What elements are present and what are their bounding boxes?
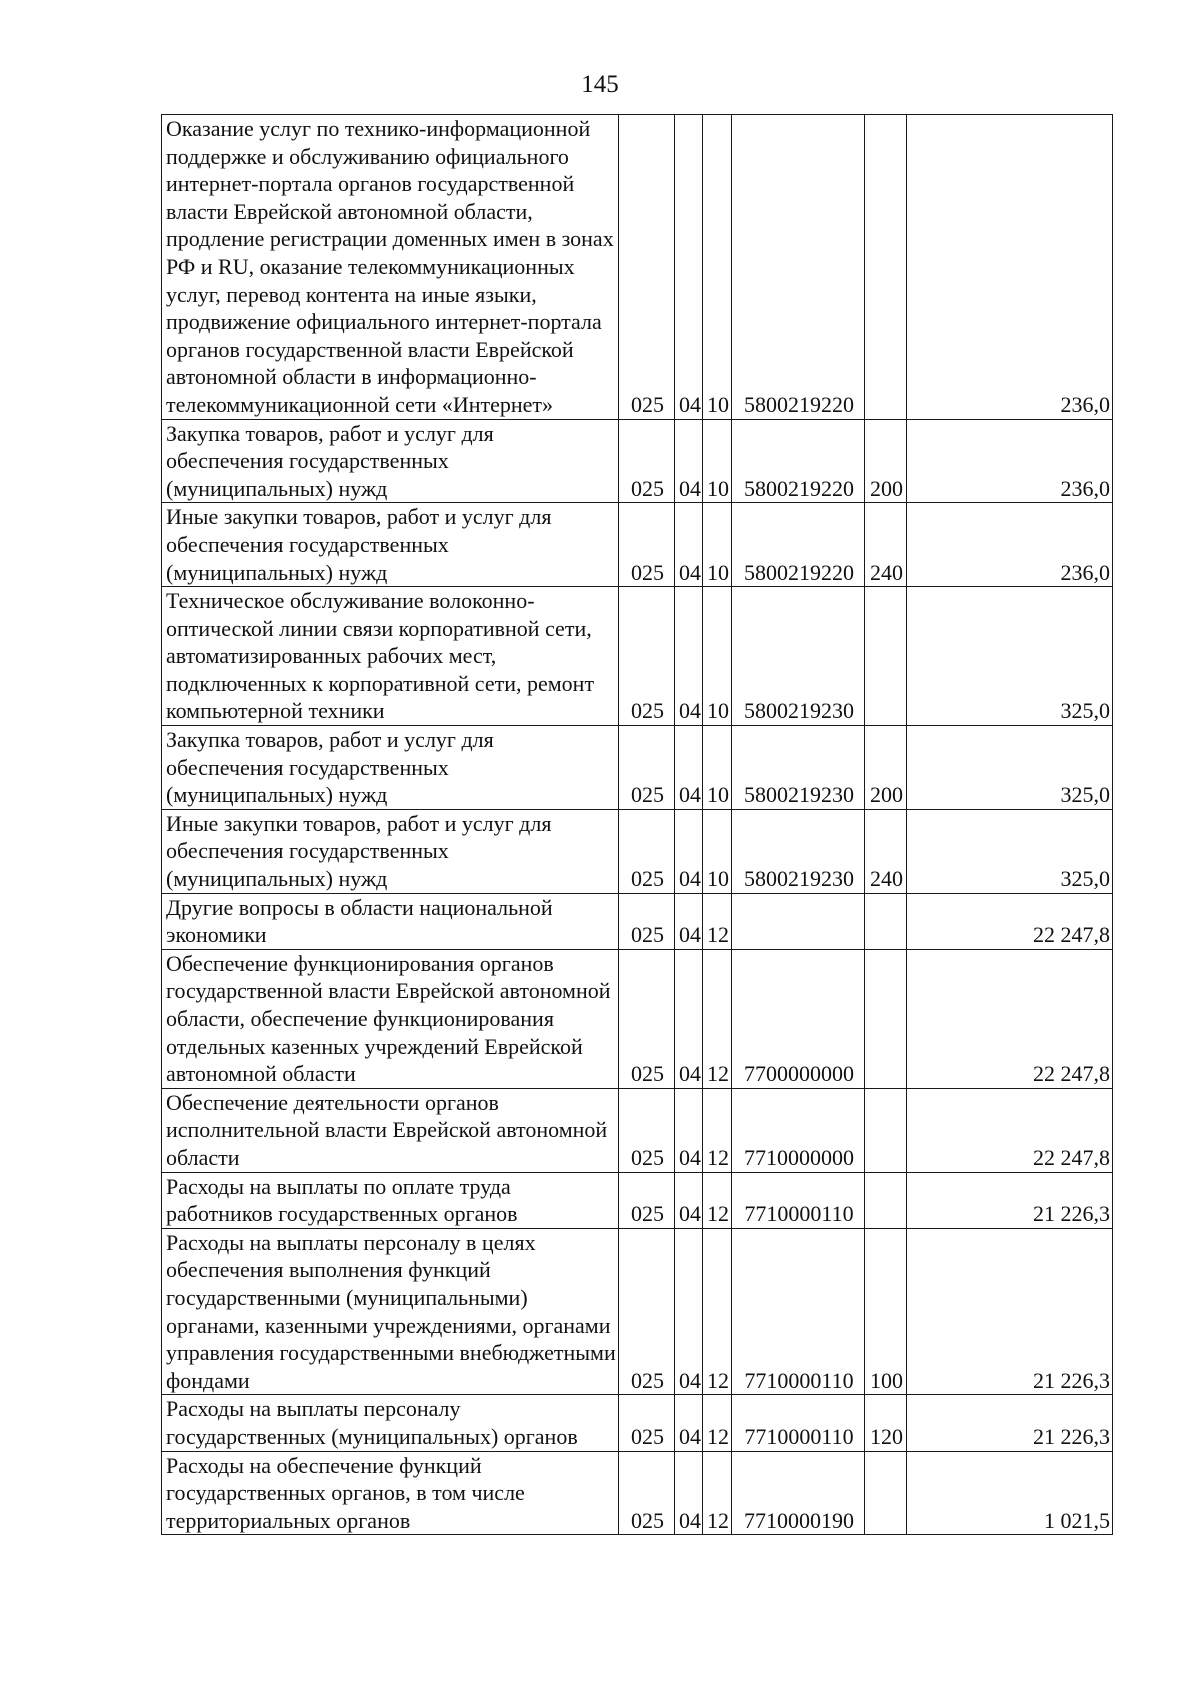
ministry-code-cell <box>619 587 675 726</box>
target-item-code-cell <box>732 503 865 587</box>
ministry-code: 025 <box>631 922 664 948</box>
item-name-cell <box>162 115 619 420</box>
target-item-code: 5800219220 <box>744 475 854 501</box>
expense-type-code-cell <box>865 1172 907 1228</box>
target-item-code-cell <box>732 1088 865 1172</box>
section-code: 04 <box>679 782 701 808</box>
item-name-cell <box>162 893 619 949</box>
expense-type-code-cell <box>865 587 907 726</box>
section-code-cell <box>675 587 703 726</box>
item-name-cell <box>162 1088 619 1172</box>
subsection-code-cell <box>703 503 732 587</box>
amount-value: 22 247,8 <box>1033 922 1110 948</box>
target-item-code: 7710000000 <box>744 1144 854 1170</box>
ministry-code-cell <box>619 809 675 893</box>
table-row <box>162 419 1113 503</box>
ministry-code: 025 <box>631 698 664 724</box>
target-item-code: 5800219220 <box>744 391 854 417</box>
expense-type-code: 200 <box>870 475 903 501</box>
amount-value: 22 247,8 <box>1033 1061 1110 1087</box>
table-body <box>162 115 1113 1535</box>
section-code-cell <box>675 893 703 949</box>
item-name: Закупка товаров, работ и услуг для обеспечения государственных (муниципальных) нужд <box>166 420 494 501</box>
target-item-code: 5800219230 <box>744 782 854 808</box>
amount-value-cell <box>907 809 1113 893</box>
target-item-code-cell <box>732 1451 865 1535</box>
subsection-code-cell <box>703 949 732 1088</box>
section-code-cell <box>675 419 703 503</box>
section-code: 04 <box>679 1367 701 1393</box>
subsection-code: 10 <box>707 782 729 808</box>
ministry-code: 025 <box>631 475 664 501</box>
item-name-cell <box>162 1451 619 1535</box>
expense-type-code-cell <box>865 949 907 1088</box>
subsection-code: 10 <box>707 698 729 724</box>
expense-type-code-cell <box>865 809 907 893</box>
amount-value: 325,0 <box>1060 866 1110 892</box>
item-name: Расходы на выплаты персоналу в целях обеспечения выполнения функций государственными (муниципальными) органами, казенными учреждениями, органами управления государственными внебюджетными фондами <box>166 1229 616 1393</box>
amount-value: 21 226,3 <box>1033 1367 1110 1393</box>
section-code: 04 <box>679 698 701 724</box>
target-item-code: 7710000110 <box>744 1367 854 1393</box>
section-code: 04 <box>679 559 701 585</box>
amount-value: 325,0 <box>1060 698 1110 724</box>
expense-type-code: 200 <box>870 782 903 808</box>
expense-type-code-cell <box>865 419 907 503</box>
ministry-code: 025 <box>631 559 664 585</box>
section-code: 04 <box>679 1423 701 1449</box>
subsection-code: 12 <box>707 1423 729 1449</box>
ministry-code-cell <box>619 726 675 810</box>
subsection-code: 12 <box>707 1144 729 1170</box>
ministry-code: 025 <box>631 391 664 417</box>
amount-value: 21 226,3 <box>1033 1201 1110 1227</box>
item-name: Другие вопросы в области национальной экономики <box>166 894 553 948</box>
amount-value-cell <box>907 726 1113 810</box>
amount-value-cell <box>907 503 1113 587</box>
ministry-code-cell <box>619 1228 675 1395</box>
ministry-code-cell <box>619 503 675 587</box>
target-item-code: 7710000110 <box>744 1423 854 1449</box>
target-item-code-cell <box>732 949 865 1088</box>
amount-value-cell <box>907 419 1113 503</box>
ministry-code: 025 <box>631 782 664 808</box>
section-code-cell <box>675 503 703 587</box>
amount-value-cell <box>907 1228 1113 1395</box>
section-code: 04 <box>679 1507 701 1533</box>
ministry-code-cell <box>619 949 675 1088</box>
subsection-code-cell <box>703 809 732 893</box>
amount-value: 236,0 <box>1060 559 1110 585</box>
page-number: 145 <box>581 71 619 98</box>
table-row <box>162 1172 1113 1228</box>
section-code: 04 <box>679 391 701 417</box>
item-name-cell <box>162 1172 619 1228</box>
item-name-cell <box>162 809 619 893</box>
amount-value-cell <box>907 893 1113 949</box>
expense-type-code: 240 <box>870 866 903 892</box>
subsection-code-cell <box>703 1395 732 1451</box>
target-item-code: 5800219230 <box>744 698 854 724</box>
ministry-code-cell <box>619 893 675 949</box>
subsection-code-cell <box>703 726 732 810</box>
amount-value-cell <box>907 1088 1113 1172</box>
item-name: Расходы на выплаты персоналу государственных (муниципальных) органов <box>166 1396 578 1449</box>
section-code-cell <box>675 809 703 893</box>
subsection-code: 12 <box>707 922 729 948</box>
item-name: Расходы на выплаты по оплате труда работников государственных органов <box>166 1173 518 1227</box>
table-row <box>162 503 1113 587</box>
section-code-cell <box>675 949 703 1088</box>
subsection-code-cell <box>703 587 732 726</box>
section-code: 04 <box>679 1061 701 1087</box>
item-name: Иные закупки товаров, работ и услуг для обеспечения государственных (муниципальных) нужд <box>166 504 552 585</box>
amount-value-cell <box>907 587 1113 726</box>
amount-value-cell <box>907 115 1113 420</box>
subsection-code: 12 <box>707 1061 729 1087</box>
expense-type-code-cell <box>865 1228 907 1395</box>
target-item-code-cell <box>732 893 865 949</box>
amount-value: 236,0 <box>1060 391 1110 417</box>
amount-value-cell <box>907 1172 1113 1228</box>
expense-type-code-cell <box>865 726 907 810</box>
ministry-code-cell <box>619 419 675 503</box>
amount-value-cell <box>907 1451 1113 1535</box>
subsection-code: 12 <box>707 1201 729 1227</box>
item-name: Иные закупки товаров, работ и услуг для обеспечения государственных (муниципальных) нужд <box>166 810 552 892</box>
item-name-cell <box>162 587 619 726</box>
item-name-cell <box>162 949 619 1088</box>
ministry-code-cell <box>619 1395 675 1451</box>
table-row <box>162 115 1113 420</box>
amount-value: 1 021,5 <box>1044 1507 1110 1533</box>
target-item-code-cell <box>732 809 865 893</box>
table-row <box>162 726 1113 810</box>
table-row <box>162 1395 1113 1451</box>
ministry-code: 025 <box>631 1423 664 1449</box>
item-name-cell <box>162 726 619 810</box>
section-code: 04 <box>679 1144 701 1170</box>
section-code-cell <box>675 1451 703 1535</box>
section-code: 04 <box>679 475 701 501</box>
subsection-code-cell <box>703 419 732 503</box>
amount-value: 21 226,3 <box>1033 1423 1110 1449</box>
item-name: Обеспечение функционирования органов государственной власти Еврейской автономной области, обеспечение функционирования отдельных казенных учреждений Еврейской автономной области <box>166 950 611 1087</box>
section-code: 04 <box>679 922 701 948</box>
table-row <box>162 1451 1113 1535</box>
item-name: Техническое обслуживание волоконно-оптической линии связи корпоративной сети, автоматизированных рабочих мест, подключенных к корпоративной сети, ремонт компьютерной техники <box>166 588 595 724</box>
target-item-code: 7710000110 <box>744 1201 854 1227</box>
subsection-code-cell <box>703 1228 732 1395</box>
ministry-code: 025 <box>631 1507 664 1533</box>
subsection-code-cell <box>703 1088 732 1172</box>
target-item-code-cell <box>732 115 865 420</box>
item-name-cell <box>162 1395 619 1451</box>
section-code-cell <box>675 1228 703 1395</box>
section-code-cell <box>675 726 703 810</box>
expense-type-code: 240 <box>870 559 903 585</box>
subsection-code: 10 <box>707 391 729 417</box>
table-row <box>162 587 1113 726</box>
target-item-code: 5800219220 <box>744 559 854 585</box>
ministry-code: 025 <box>631 1144 664 1170</box>
target-item-code: 7700000000 <box>744 1061 854 1087</box>
subsection-code: 12 <box>707 1367 729 1393</box>
expense-type-code: 100 <box>870 1367 903 1393</box>
table-row <box>162 1228 1113 1395</box>
item-name-cell <box>162 419 619 503</box>
target-item-code-cell <box>732 419 865 503</box>
expense-type-code-cell <box>865 115 907 420</box>
section-code: 04 <box>679 866 701 892</box>
table-row <box>162 1088 1113 1172</box>
ministry-code: 025 <box>631 1367 664 1393</box>
subsection-code: 12 <box>707 1507 729 1533</box>
item-name: Закупка товаров, работ и услуг для обеспечения государственных (муниципальных) нужд <box>166 727 494 808</box>
subsection-code-cell <box>703 1451 732 1535</box>
ministry-code-cell <box>619 115 675 420</box>
section-code-cell <box>675 1172 703 1228</box>
ministry-code: 025 <box>631 866 664 892</box>
amount-value-cell <box>907 949 1113 1088</box>
section-code: 04 <box>679 1201 701 1227</box>
item-name: Обеспечение деятельности органов исполнительной власти Еврейской автономной области <box>166 1089 608 1170</box>
amount-value: 22 247,8 <box>1033 1144 1110 1170</box>
section-code-cell <box>675 115 703 420</box>
section-code-cell <box>675 1395 703 1451</box>
subsection-code-cell <box>703 1172 732 1228</box>
expense-type-code-cell <box>865 1088 907 1172</box>
subsection-code-cell <box>703 115 732 420</box>
section-code-cell <box>675 1088 703 1172</box>
amount-value-cell <box>907 1395 1113 1451</box>
item-name-cell <box>162 503 619 587</box>
ministry-code-cell <box>619 1172 675 1228</box>
expense-type-code-cell <box>865 1451 907 1535</box>
subsection-code: 10 <box>707 866 729 892</box>
ministry-code-cell <box>619 1451 675 1535</box>
expense-type-code-cell <box>865 1395 907 1451</box>
target-item-code-cell <box>732 587 865 726</box>
budget-table <box>161 114 1113 1535</box>
item-name-cell <box>162 1228 619 1395</box>
target-item-code-cell <box>732 1395 865 1451</box>
table-row <box>162 809 1113 893</box>
item-name: Расходы на обеспечение функций государственных органов, в том числе территориальных органов <box>166 1452 525 1533</box>
amount-value: 236,0 <box>1060 475 1110 501</box>
amount-value: 325,0 <box>1060 782 1110 808</box>
expense-type-code: 120 <box>870 1423 903 1449</box>
subsection-code: 10 <box>707 475 729 501</box>
ministry-code-cell <box>619 1088 675 1172</box>
subsection-code-cell <box>703 893 732 949</box>
item-name: Оказание услуг по технико-информационной поддержке и обслуживанию официального интернет-портала органов государственной власти Еврейской автономной области, продление регистрации доменных имен в зонах РФ и RU, оказание телекоммуникационных услуг, перевод контента на иные языки, продвижение официального интернет-портала органов государственной власти Еврейской автономной области в информационно-телекоммуникационной сети «Интернет» <box>166 116 614 417</box>
target-item-code-cell <box>732 1228 865 1395</box>
target-item-code: 5800219230 <box>744 866 854 892</box>
target-item-code-cell <box>732 726 865 810</box>
subsection-code: 10 <box>707 559 729 585</box>
expense-type-code-cell <box>865 503 907 587</box>
expense-type-code-cell <box>865 893 907 949</box>
target-item-code-cell <box>732 1172 865 1228</box>
table-row <box>162 949 1113 1088</box>
table-row <box>162 893 1113 949</box>
target-item-code: 7710000190 <box>744 1507 854 1533</box>
ministry-code: 025 <box>631 1061 664 1087</box>
ministry-code: 025 <box>631 1201 664 1227</box>
